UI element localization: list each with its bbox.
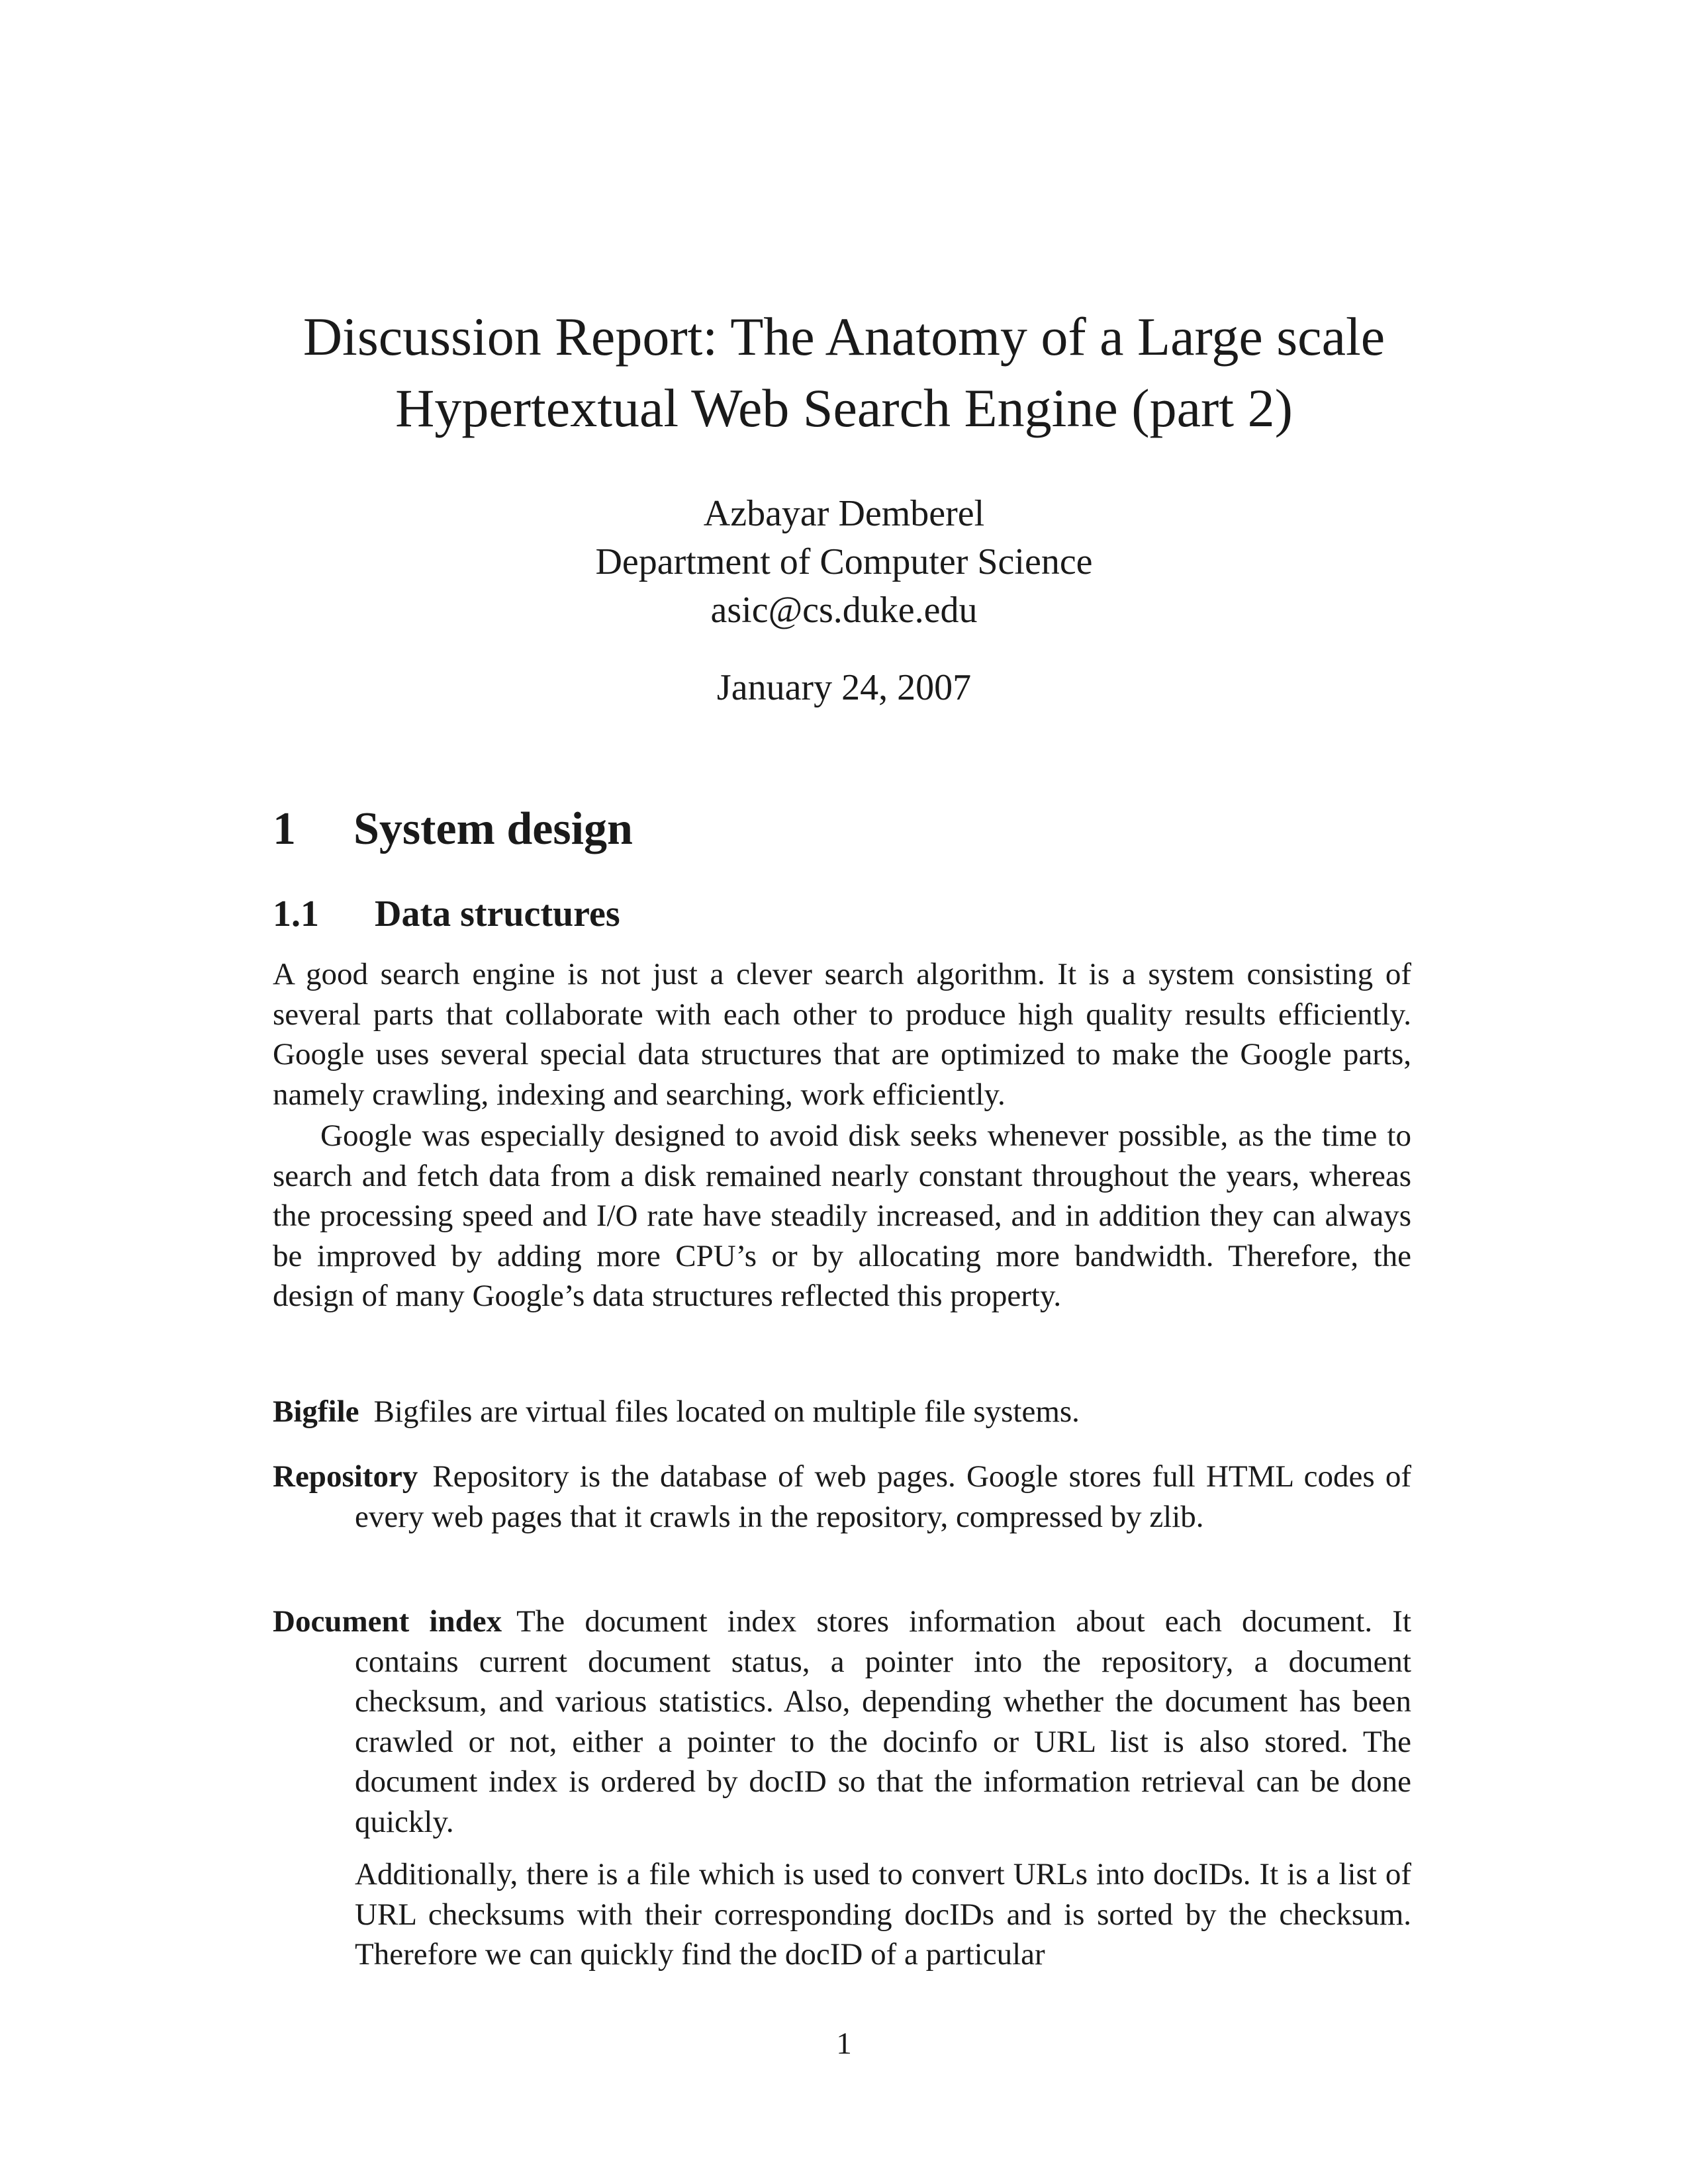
title-line-2: Hypertextual Web Search Engine (part 2) <box>395 378 1293 438</box>
description-continuation: Additionally, there is a file which is used to convert URLs into docIDs. It is a list of URL checksums with their corresponding docIDs and is sorted by the checksum. Therefore we can quickly find the docID of a particular <box>355 1857 1411 1972</box>
description-text: Repository is the database of web pages. Google stores full HTML codes of every web pages that it crawls in the repository, compressed by zlib. <box>355 1459 1411 1534</box>
subsection-title: Data structures <box>375 893 620 934</box>
paper-title <box>199 301 1489 444</box>
page-number: 1 <box>836 2026 852 2061</box>
title-line-1: Discussion Report: The Anatomy of a Large scale <box>303 306 1385 367</box>
description-term: Repository <box>273 1459 418 1494</box>
author-affiliation: Department of Computer Science <box>595 541 1093 582</box>
description-term: Bigfile <box>273 1394 359 1429</box>
paragraph: A good search engine is not just a clever search algorithm. It is a system consisting of several parts that collaborate with each other to produce high quality results efficiently. Google uses several special data structures that are optimized to make the Google parts, namely crawling, indexing and searching, work efficiently. <box>273 957 1411 1112</box>
author-email: asic@cs.duke.edu <box>710 590 978 631</box>
author-block <box>199 490 1489 635</box>
author-name: Azbayar Demberel <box>703 493 985 534</box>
description-item-repository <box>273 1457 1411 1537</box>
section-heading <box>273 799 633 859</box>
section-number: 1 <box>273 803 296 854</box>
description-text: Bigfiles are virtual files located on multiple file systems. <box>373 1394 1080 1429</box>
paragraph: Google was especially designed to avoid disk seeks whenever possible, as the time to search and fetch data from a disk remained nearly constant throughout the years, whereas the processing speed and I/O rate have steadily increased, and in addition they can always be improved by adding more CPU’s or by allocating more bandwidth. Therefore, the design of many Google’s data structures reflected this property. <box>273 1118 1411 1314</box>
subsection-heading <box>273 889 620 938</box>
paper-date: January 24, 2007 <box>716 667 972 708</box>
subsection-number: 1.1 <box>273 893 319 934</box>
description-term: Document index <box>273 1604 502 1639</box>
description-item-document-index <box>273 1602 1411 1843</box>
description-text: The document index stores information about each document. It contains current document status, a pointer into the repository, a document checksum, and various statistics. Also, depending whether the document has been crawled or not, either a pointer to the docinfo or URL list is also stored. The document index is ordered by docID so that the information retrieval can be done quickly. <box>355 1604 1411 1839</box>
section-title: System design <box>353 803 633 854</box>
description-item-bigfile <box>273 1392 1411 1432</box>
